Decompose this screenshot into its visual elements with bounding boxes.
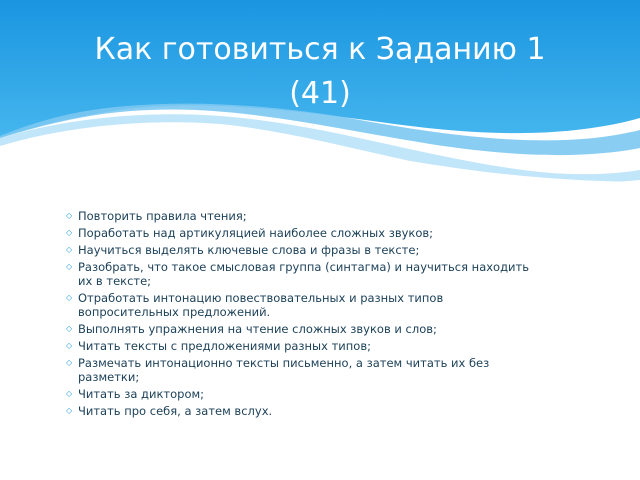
- slide-title-line-1: Как готовиться к Заданию 1: [94, 32, 546, 67]
- list-item-text: Размечать интонационно тексты письменно, а затем читать их без: [78, 356, 490, 370]
- slide-title-line-2: (41): [289, 76, 351, 111]
- list-item-text-continued: их в тексте;: [78, 274, 152, 288]
- list-item-text: Читать за диктором;: [78, 387, 205, 401]
- list-item-text: Выполнять упражнения на чтение сложных звуков и слов;: [78, 322, 437, 336]
- bullet-list: [58, 209, 578, 421]
- list-item-text: Разобрать, что такое смысловая группа (синтагма) и научиться находить: [78, 260, 529, 274]
- diamond-bullet-icon: ◇: [66, 245, 73, 254]
- diamond-bullet-icon: ◇: [66, 358, 73, 367]
- list-item: [58, 322, 578, 336]
- diamond-bullet-icon: ◇: [66, 406, 73, 415]
- list-item: [58, 291, 578, 319]
- list-item: [58, 356, 578, 384]
- diamond-bullet-icon: ◇: [66, 341, 73, 350]
- list-item: [58, 404, 578, 418]
- list-item-text: Поработать над артикуляцией наиболее сложных звуков;: [78, 226, 434, 240]
- diamond-bullet-icon: ◇: [66, 211, 73, 220]
- list-item: [58, 387, 578, 401]
- diamond-bullet-icon: ◇: [66, 389, 73, 398]
- list-item-text: Научиться выделять ключевые слова и фразы в тексте;: [78, 243, 420, 257]
- list-item-text-continued: вопросительных предложений.: [78, 305, 271, 319]
- diamond-bullet-icon: ◇: [66, 324, 73, 333]
- list-item-text: Читать тексты с предложениями разных типов;: [78, 339, 371, 353]
- diamond-bullet-icon: ◇: [66, 262, 73, 271]
- diamond-bullet-icon: ◇: [66, 228, 73, 237]
- list-item: [58, 243, 578, 257]
- list-item-text-continued: разметки;: [78, 370, 140, 384]
- list-item: [58, 226, 578, 240]
- list-item: [58, 339, 578, 353]
- list-item-text: Отработать интонацию повествовательных и разных типов: [78, 291, 444, 305]
- slide-title: [40, 28, 600, 116]
- list-item: [58, 260, 578, 288]
- list-item: [58, 209, 578, 223]
- list-item-text: Читать про себя, а затем вслух.: [78, 404, 273, 418]
- list-item-text: Повторить правила чтения;: [78, 209, 247, 223]
- diamond-bullet-icon: ◇: [66, 293, 73, 302]
